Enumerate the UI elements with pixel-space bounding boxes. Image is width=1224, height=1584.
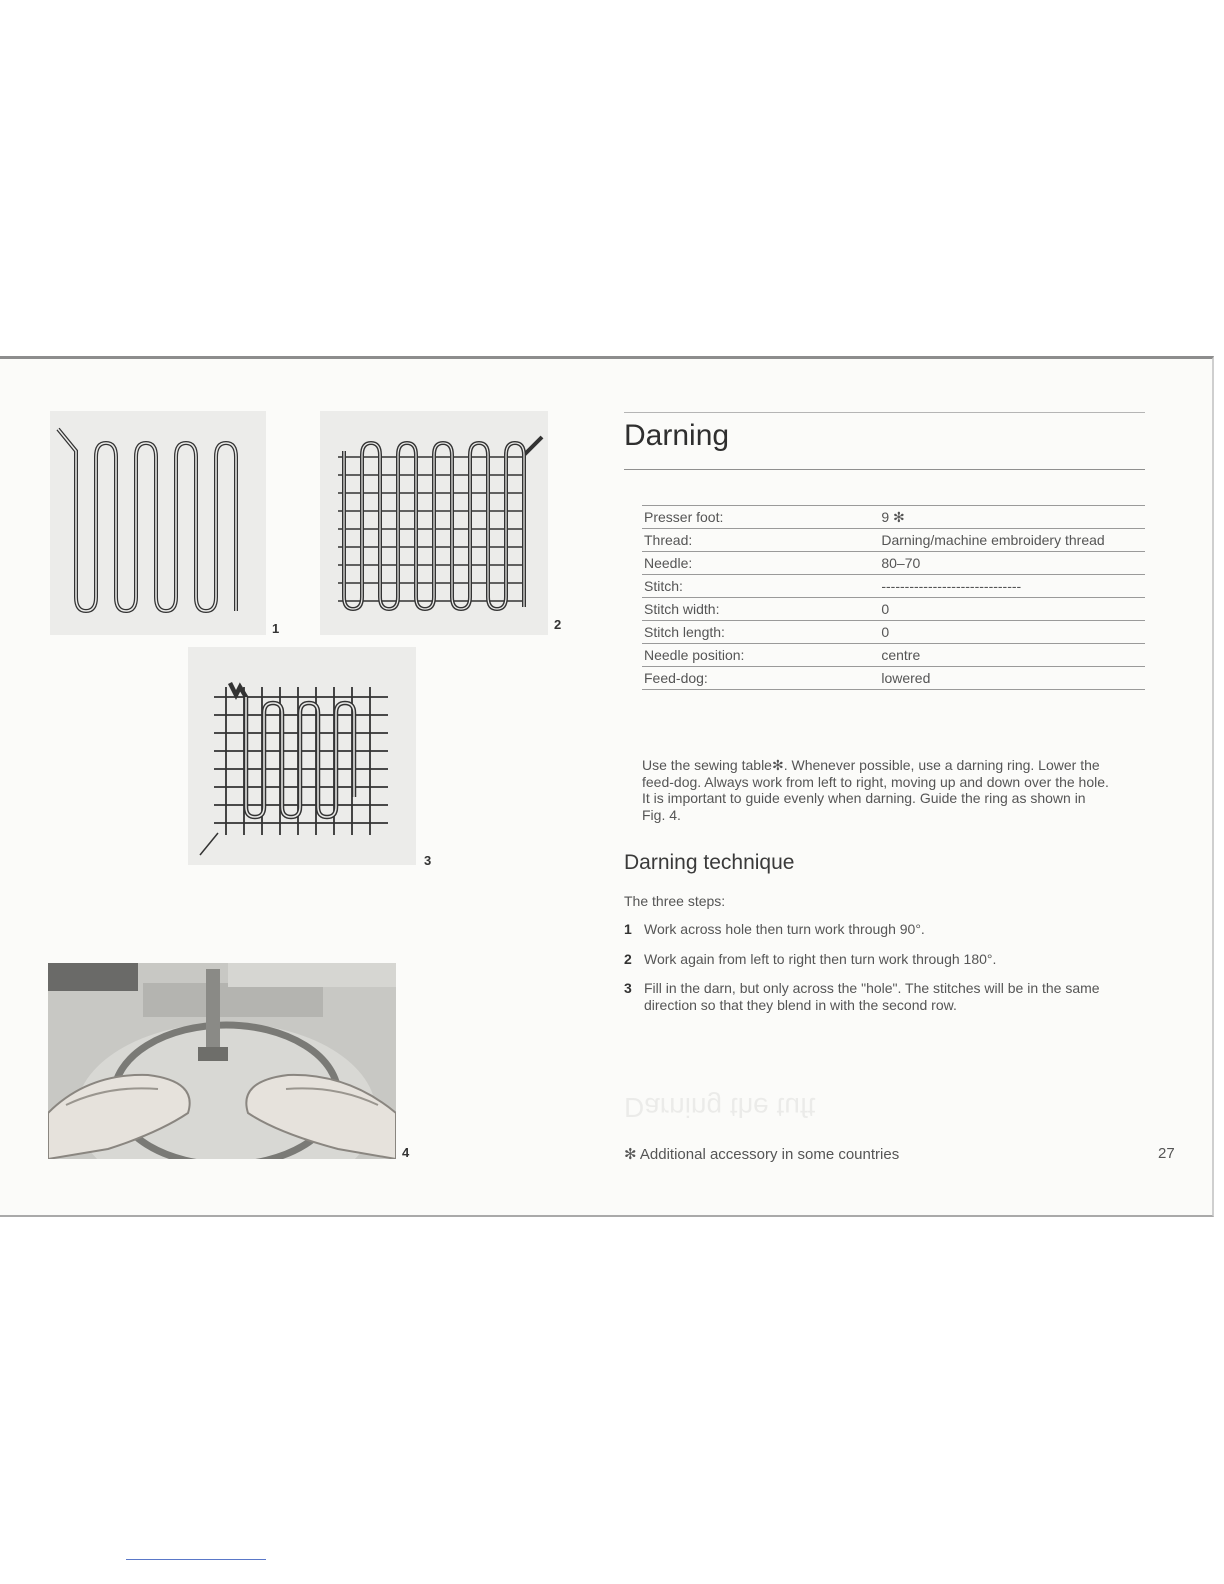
setting-value: 0 [881, 601, 890, 617]
table-row [642, 667, 1145, 690]
setting-label: Feed-dog: [644, 670, 708, 686]
section-heading: Darning technique [624, 851, 795, 874]
table-row [642, 552, 1145, 575]
settings-table [642, 505, 1145, 690]
step-number: 1 [624, 921, 632, 937]
figure-2-illustration [320, 411, 548, 635]
setting-value: 80–70 [881, 555, 921, 571]
steps-list [624, 921, 1144, 1026]
intro-paragraph: Use the sewing table✻. Whenever possible, use a darning ring. Lower the feed-dog. Always work from left to right, moving up and down over the hole. It is important to guide evenly when darning. Guide the ring as shown in Fig. 4. [642, 757, 1109, 823]
setting-label: Presser foot: [644, 509, 724, 525]
bottom-link-underline [126, 1559, 266, 1560]
figure-4-label: 4 [402, 1145, 410, 1160]
setting-label: Thread: [644, 532, 693, 548]
list-item [624, 951, 1144, 968]
steps-intro: The three steps: [624, 893, 726, 909]
setting-value: ------------------------------ [881, 578, 1022, 594]
setting-value: centre [881, 647, 921, 663]
list-item [624, 921, 1144, 938]
step-text: Work again from left to right then turn work through 180°. [644, 950, 997, 967]
setting-label: Needle: [644, 555, 693, 571]
list-item [624, 980, 1144, 1013]
figure-1-label: 1 [272, 621, 280, 636]
setting-label: Needle position: [644, 647, 745, 663]
manual-page [0, 356, 1214, 1217]
table-row [642, 575, 1145, 598]
title-rule [624, 469, 1145, 470]
step-number: 2 [624, 950, 632, 967]
setting-value: 9 ✻ [881, 509, 905, 525]
figure-1-illustration [50, 411, 266, 635]
page-number: 27 [1158, 1145, 1175, 1162]
table-row [642, 644, 1145, 667]
setting-label: Stitch width: [644, 601, 720, 617]
step-text: Fill in the darn, but only across the "hole". The stitches will be in the same direction so that they blend in with the second row. [644, 980, 1100, 1013]
table-row [642, 529, 1145, 552]
table-row [642, 621, 1145, 644]
top-rule [624, 412, 1145, 413]
table-row [642, 598, 1145, 621]
setting-value: lowered [881, 670, 931, 686]
setting-label: Stitch length: [644, 624, 725, 640]
bleed-through-text: Darning the tuft [624, 1092, 816, 1123]
step-number: 3 [624, 980, 632, 996]
setting-value: 0 [881, 624, 890, 640]
setting-value: Darning/machine embroidery thread [881, 532, 1105, 548]
figure-4-photo [48, 963, 396, 1159]
footnote: ✻ Additional accessory in some countries [624, 1146, 900, 1163]
figure-2-label: 2 [554, 617, 562, 632]
step-text: Work across hole then turn work through 90°. [644, 921, 925, 937]
setting-label: Stitch: [644, 578, 683, 594]
figure-3-label: 3 [424, 853, 432, 868]
page-title: Darning [624, 419, 730, 452]
figure-3-illustration [188, 647, 416, 865]
table-row [642, 506, 1145, 529]
